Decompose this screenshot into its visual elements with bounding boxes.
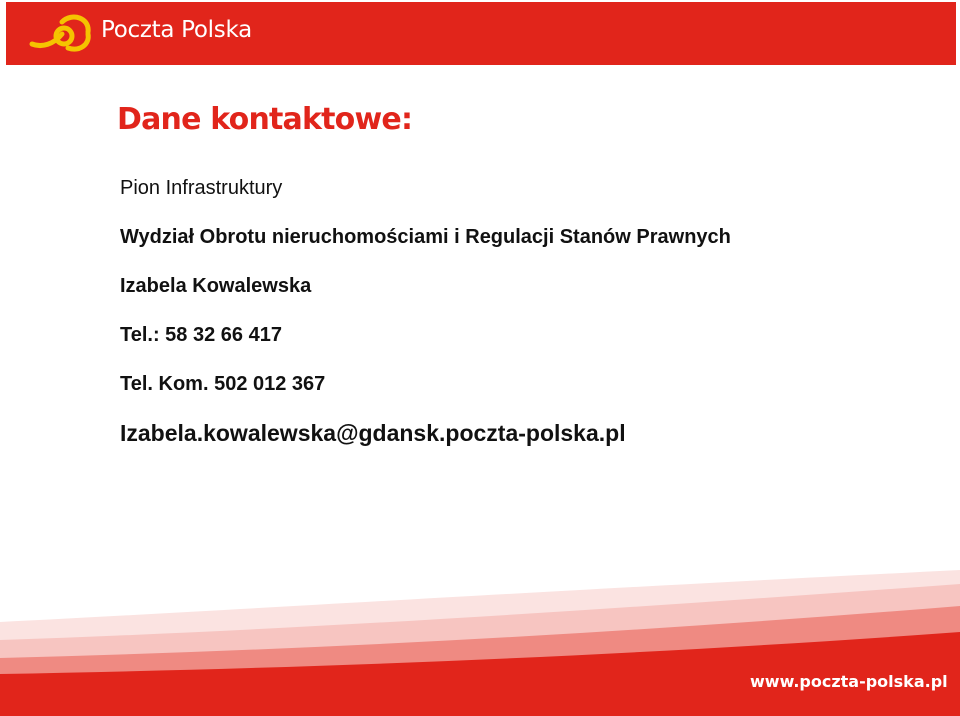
contact-phone: Tel.: 58 32 66 417 (120, 324, 282, 346)
header-bar (6, 2, 956, 65)
contact-person-name: Izabela Kowalewska (120, 275, 312, 297)
footer-wave (0, 570, 960, 716)
department-unit: Wydział Obrotu nieruchomościami i Regulacji Stanów Prawnych (120, 226, 731, 248)
department-division: Pion Infrastruktury (120, 177, 283, 199)
brand-name: Poczta Polska (101, 17, 252, 43)
footer-website-url: www.poczta-polska.pl (750, 672, 948, 691)
post-horn-logo-icon (28, 14, 94, 54)
contact-block (120, 176, 731, 470)
contact-email: Izabela.kowalewska@gdansk.poczta-polska.pl (120, 420, 626, 446)
contact-mobile: Tel. Kom. 502 012 367 (120, 373, 326, 395)
slide-title: Dane kontaktowe: (117, 102, 413, 137)
